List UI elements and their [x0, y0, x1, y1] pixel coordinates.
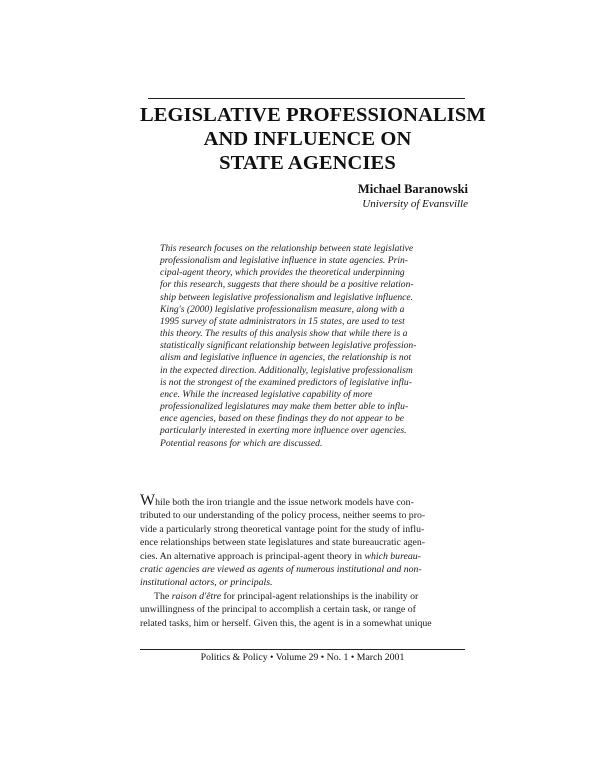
footer-rule	[140, 649, 465, 650]
author-name: Michael Baranowski	[357, 182, 468, 196]
body-line: related tasks, him or herself. Given this, the agent is in a somewhat unique	[140, 617, 432, 629]
title-line-1: LEGISLATIVE PROFESSIONALISM	[140, 104, 486, 126]
abstract-line: alism and legislative influence in agencies, the relationship is not	[160, 352, 412, 364]
abstract-line: King's (2000) legislative professionalism measure, along with a	[160, 303, 405, 315]
body-line: ence relationships between state legislatures and state bureaucratic agen-	[140, 537, 426, 549]
journal-citation-footer: Politics & Policy • Volume 29 • No. 1 • March 2001	[200, 652, 405, 663]
abstract-line: in the expected direction. Additionally, legislative professionalism	[160, 364, 413, 376]
body-line: tributed to our understanding of the policy process, neither seems to pro-	[140, 510, 426, 522]
body-line-text: The	[154, 590, 172, 602]
body-line	[140, 492, 465, 509]
abstract-line: particularly interested in exerting more influence over agencies.	[160, 425, 407, 437]
body-line	[140, 550, 465, 563]
body-line-italic: which bureau-	[364, 550, 421, 562]
abstract-line: ship between legislative professionalism and legislative influence.	[160, 291, 414, 303]
author-block	[358, 182, 468, 211]
body-line: vide a particularly strong theoretical vantage point for the study of influ-	[140, 523, 425, 535]
abstract-line: ence. While the increased legislative capability of more	[160, 388, 373, 400]
author-affiliation: University of Evansville	[362, 198, 468, 210]
body-line-italic: raison d'être	[171, 590, 222, 602]
body-line-text: for principal-agent relationships is the inability or	[221, 590, 419, 602]
body-line: institutional actors, or principals.	[140, 577, 273, 589]
body-line: cratic agencies are viewed as agents of numerous institutional and non-	[140, 564, 422, 576]
article-title	[140, 103, 486, 175]
abstract	[160, 243, 455, 450]
title-line-2: AND INFLUENCE ON	[203, 128, 412, 150]
abstract-line: for this research, suggests that there should be a positive relation-	[160, 279, 414, 291]
abstract-line: 1995 survey of state administrators in 15 states, are used to test	[160, 315, 405, 327]
abstract-line: Potential reasons for which are discussed.	[160, 437, 323, 449]
abstract-line: This research focuses on the relationship between state legislative	[160, 243, 414, 254]
abstract-line: ence agencies, based on these findings they do not appear to be	[160, 413, 405, 425]
body-line-text: hile both the iron triangle and the issue network models have con-	[155, 497, 414, 508]
abstract-line: statistically significant relationship between legislative profession-	[160, 340, 417, 352]
body-text	[140, 492, 465, 630]
abstract-line: professionalized legislatures may make them better able to influ-	[160, 401, 409, 413]
abstract-line: this theory. The results of this analysis show that while there is a	[160, 328, 408, 340]
drop-cap: W	[140, 492, 156, 509]
abstract-line: cipal-agent theory, which provides the theoretical underpinning	[160, 267, 405, 279]
body-line	[140, 590, 465, 603]
abstract-line: is not the strongest of the examined predictors of legislative influ-	[160, 376, 412, 388]
body-line: unwillingness of the principal to accomplish a certain task, or range of	[140, 604, 416, 616]
title-line-3: STATE AGENCIES	[219, 152, 396, 174]
abstract-line: professionalism and legislative influence in state agencies. Prin-	[160, 255, 408, 267]
body-line-text: cies. An alternative approach is principal-agent theory in	[140, 550, 365, 562]
title-top-rule	[148, 98, 465, 99]
